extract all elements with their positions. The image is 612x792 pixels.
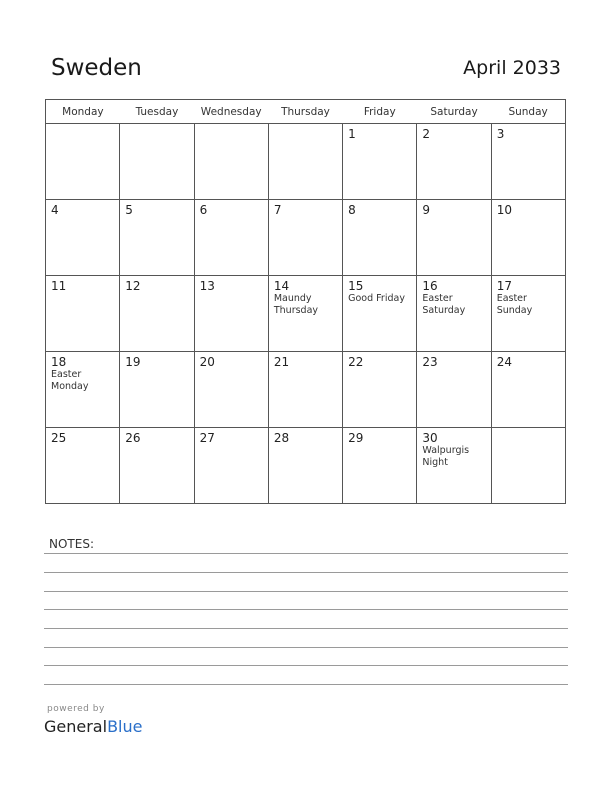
- day-number: 4: [51, 203, 59, 217]
- week-row: [46, 200, 566, 276]
- day-cell: [194, 276, 268, 352]
- brand-logo: [44, 717, 142, 736]
- powered-by-text: powered by: [47, 704, 105, 714]
- week-row: [46, 352, 566, 428]
- day-number: 29: [348, 431, 364, 445]
- weekday-header: Thursday: [268, 100, 342, 124]
- weekday-header: Saturday: [417, 100, 491, 124]
- weekday-header: Friday: [343, 100, 417, 124]
- day-cell: [491, 276, 565, 352]
- day-cell: [417, 428, 491, 504]
- note-line: [44, 647, 568, 648]
- weekday-header-row: [46, 100, 566, 124]
- day-number: 12: [125, 279, 141, 293]
- note-line: [44, 572, 568, 573]
- weekday-header: Monday: [46, 100, 120, 124]
- note-line: [44, 665, 568, 666]
- day-cell: [491, 124, 565, 200]
- day-cell: [417, 276, 491, 352]
- day-number: 13: [199, 279, 215, 293]
- day-number: 18: [51, 355, 67, 369]
- notes-label: NOTES:: [49, 537, 94, 551]
- day-cell: [343, 428, 417, 504]
- day-cell: [268, 200, 342, 276]
- day-number: 11: [51, 279, 67, 293]
- day-cell: [491, 428, 565, 504]
- month-year-title: April 2033: [463, 57, 561, 79]
- brand-part-general: General: [44, 717, 108, 736]
- day-cell: [491, 200, 565, 276]
- day-cell: [46, 200, 120, 276]
- day-number: 22: [348, 355, 364, 369]
- day-cell: [417, 124, 491, 200]
- holiday-label: Easter Saturday: [422, 293, 466, 316]
- day-cell: [46, 124, 120, 200]
- day-number: 25: [51, 431, 67, 445]
- day-number: 15: [348, 279, 364, 293]
- week-row: [46, 428, 566, 504]
- day-cell: [194, 352, 268, 428]
- brand-part-blue: Blue: [107, 717, 143, 736]
- day-cell: [194, 428, 268, 504]
- holiday-label: Good Friday: [348, 293, 405, 304]
- day-cell: [120, 352, 194, 428]
- day-cell: [194, 124, 268, 200]
- country-title: Sweden: [51, 55, 142, 81]
- day-cell: [120, 428, 194, 504]
- day-number: 9: [422, 203, 431, 217]
- note-line: [44, 628, 568, 629]
- day-number: 8: [348, 203, 356, 217]
- day-cell: [343, 124, 417, 200]
- day-cell: [120, 276, 194, 352]
- day-number: 6: [199, 203, 208, 217]
- day-cell: [417, 352, 491, 428]
- weekday-header: Sunday: [491, 100, 565, 124]
- weekday-header: Wednesday: [194, 100, 268, 124]
- day-number: 24: [496, 355, 512, 369]
- day-number: 27: [199, 431, 215, 445]
- day-number: 16: [422, 279, 438, 293]
- weekday-header: Tuesday: [120, 100, 194, 124]
- day-cell: [268, 124, 342, 200]
- day-cell: [343, 200, 417, 276]
- holiday-label: Maundy Thursday: [273, 293, 319, 316]
- day-number: 10: [496, 203, 512, 217]
- day-number: 3: [496, 127, 505, 141]
- week-row: [46, 276, 566, 352]
- day-number: 19: [125, 355, 141, 369]
- day-number: 17: [496, 279, 512, 293]
- day-number: 30: [422, 431, 438, 445]
- note-line: [44, 609, 568, 610]
- day-number: 26: [125, 431, 141, 445]
- day-cell: [194, 200, 268, 276]
- day-number: 2: [422, 127, 431, 141]
- day-cell: [46, 352, 120, 428]
- calendar-grid: [45, 99, 566, 504]
- day-number: 21: [273, 355, 290, 369]
- holiday-label: Walpurgis Night: [422, 445, 470, 468]
- day-number: 1: [348, 127, 356, 141]
- day-cell: [268, 428, 342, 504]
- day-cell: [417, 200, 491, 276]
- day-cell: [120, 124, 194, 200]
- week-row: [46, 124, 566, 200]
- day-number: 20: [199, 355, 215, 369]
- day-number: 28: [273, 431, 290, 445]
- note-line: [44, 591, 568, 592]
- day-cell: [343, 276, 417, 352]
- day-number: 5: [125, 203, 133, 217]
- day-cell: [343, 352, 417, 428]
- note-line: [44, 684, 568, 685]
- day-cell: [120, 200, 194, 276]
- day-cell: [46, 276, 120, 352]
- day-number: 23: [422, 355, 438, 369]
- day-cell: [268, 276, 342, 352]
- day-cell: [491, 352, 565, 428]
- note-line: [44, 553, 568, 554]
- day-cell: [46, 428, 120, 504]
- day-number: 7: [273, 203, 282, 217]
- day-cell: [268, 352, 342, 428]
- holiday-label: Easter Sunday: [496, 293, 533, 316]
- day-number: 14: [273, 279, 290, 293]
- holiday-label: Easter Monday: [51, 369, 89, 392]
